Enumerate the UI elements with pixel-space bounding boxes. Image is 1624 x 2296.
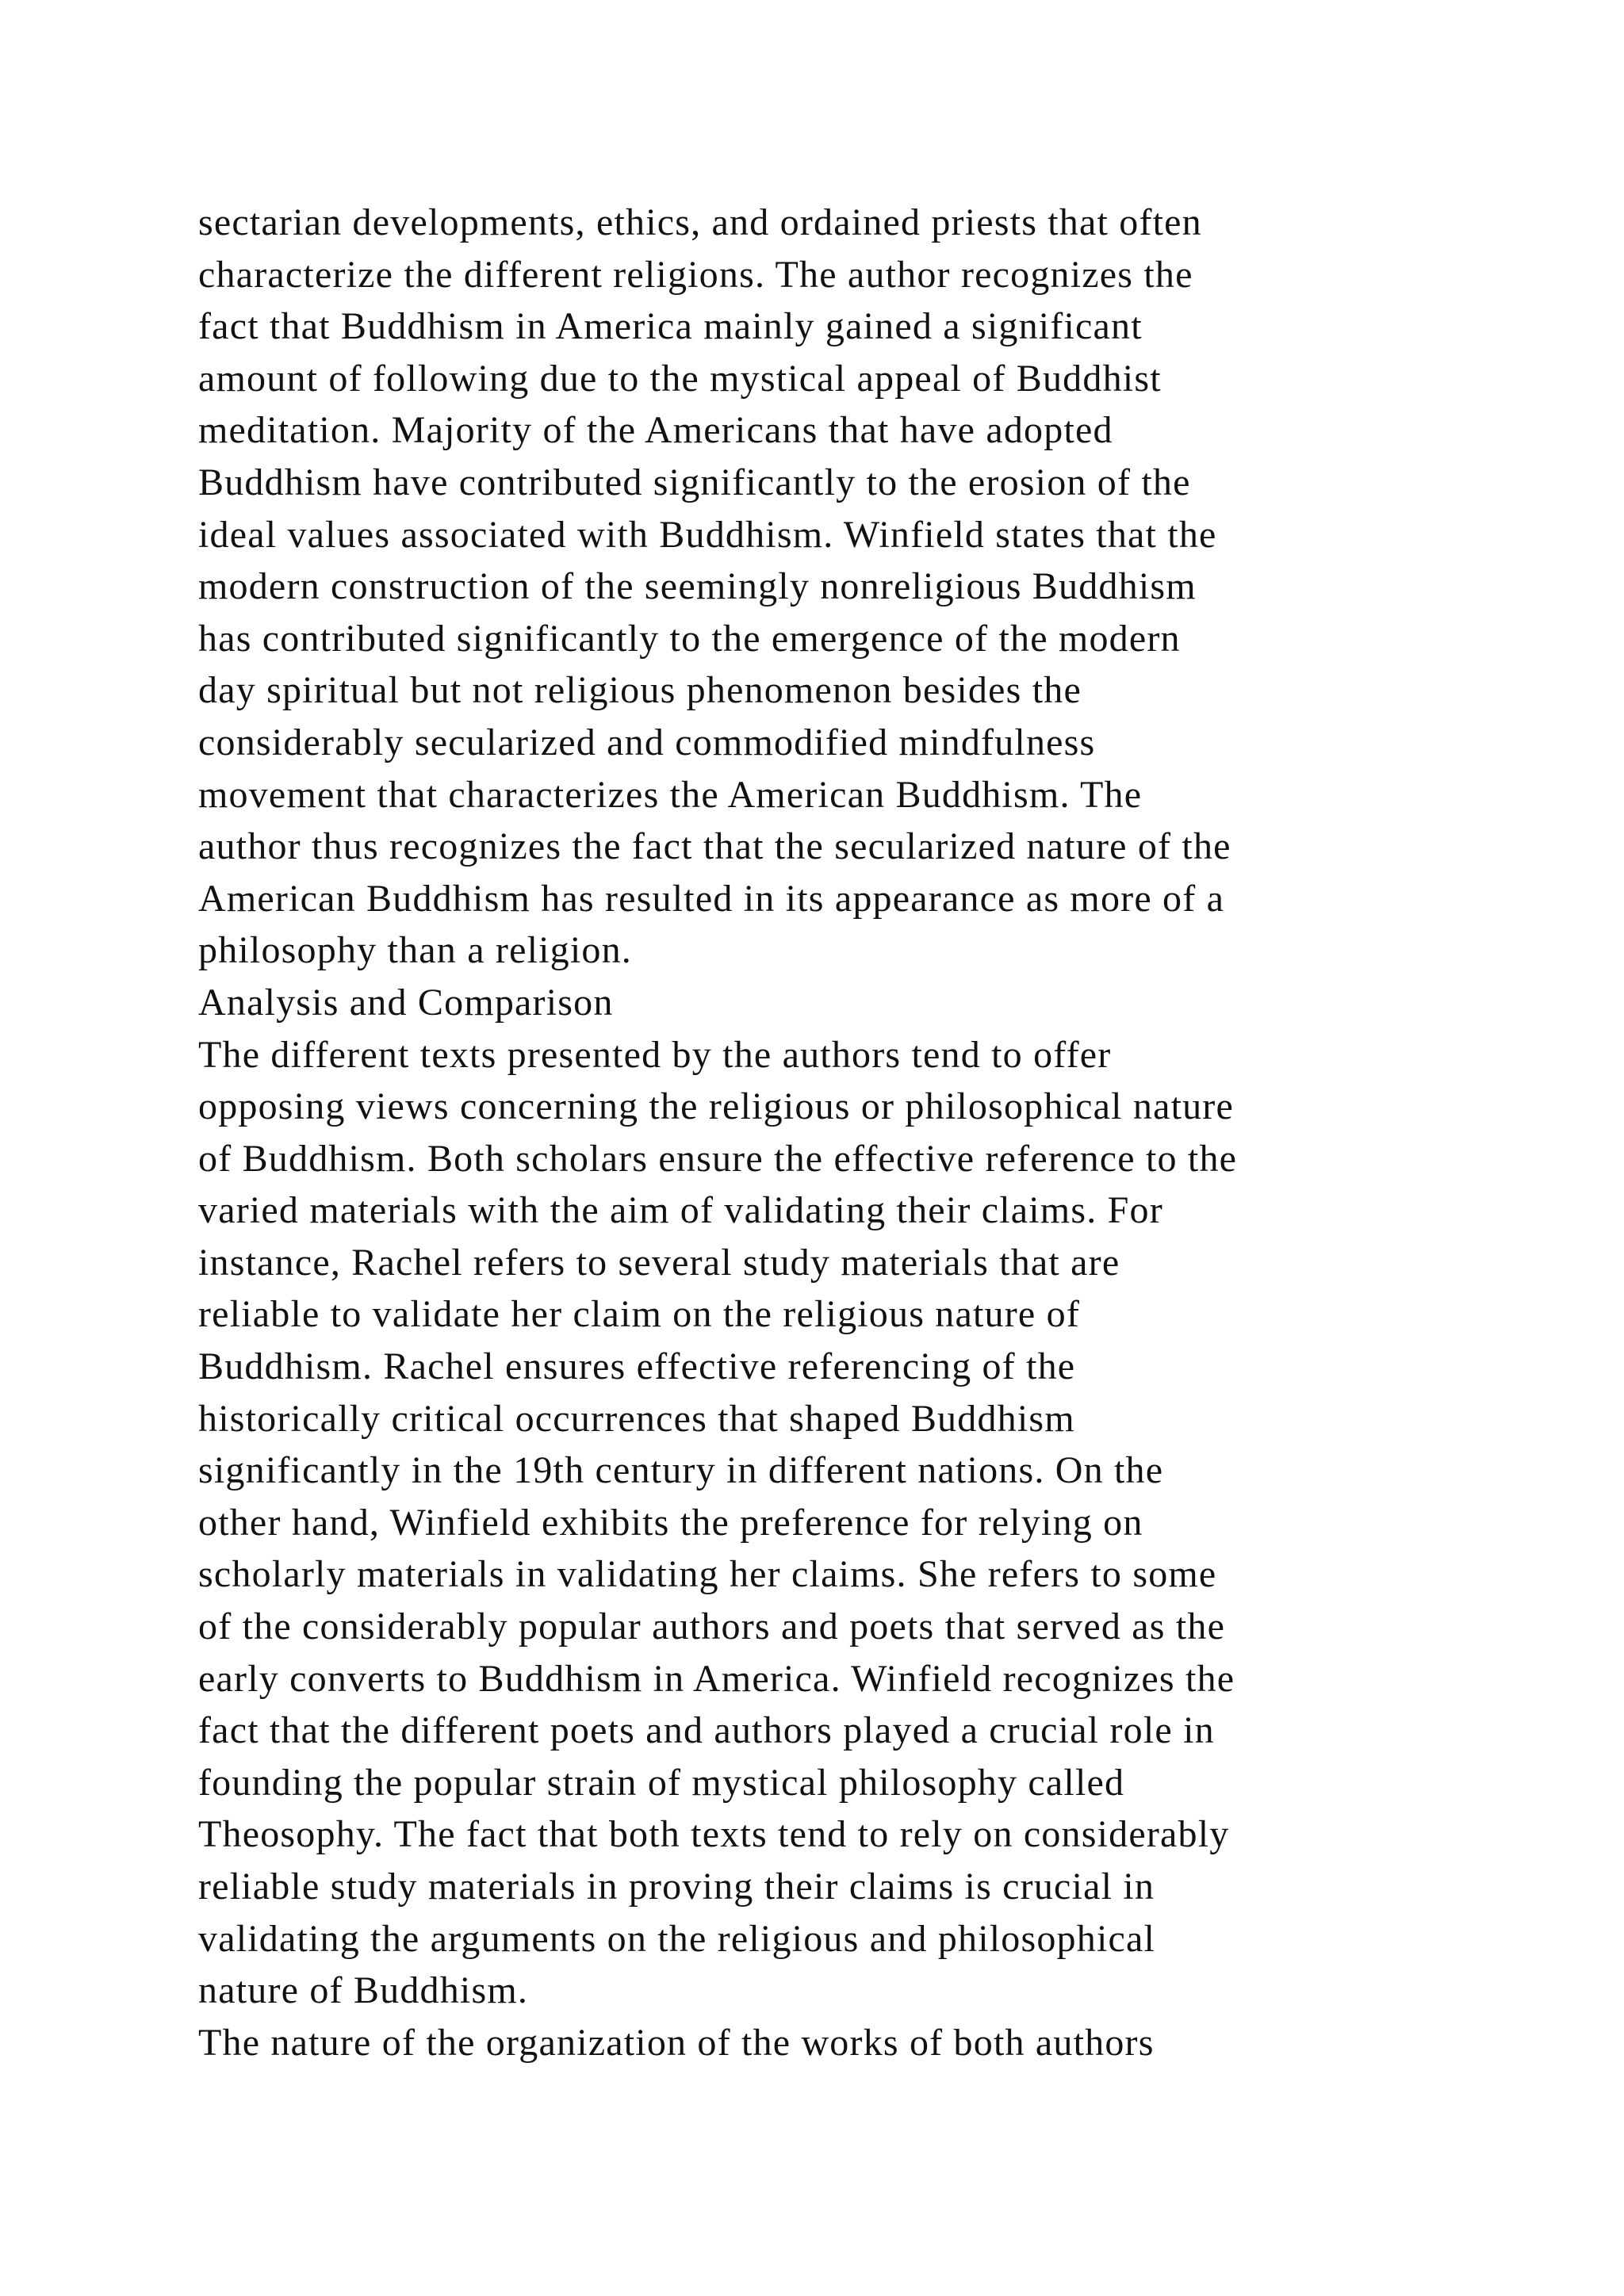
text-line: amount of following due to the mystical appeal of Buddhist <box>198 357 1162 400</box>
text-line: fact that the different poets and authors played a crucial role in <box>198 1709 1215 1752</box>
text-line: instance, Rachel refers to several study materials that are <box>198 1241 1120 1284</box>
text-line: American Buddhism has resulted in its appearance as more of a <box>198 877 1225 920</box>
text-line: meditation. Majority of the Americans that have adopted <box>198 409 1113 452</box>
text-line: founding the popular strain of mystical philosophy called <box>198 1761 1125 1804</box>
text-line: characterize the different religions. The author recognizes the <box>198 253 1193 296</box>
text-line: day spiritual but not religious phenomenon besides the <box>198 669 1082 712</box>
text-line: Buddhism have contributed significantly to the erosion of the <box>198 461 1191 503</box>
text-line: varied materials with the aim of validating their claims. For <box>198 1189 1163 1232</box>
text-line: validating the arguments on the religious and philosophical <box>198 1917 1156 1960</box>
text-line: early converts to Buddhism in America. Winfield recognizes the <box>198 1657 1235 1700</box>
text-line: scholarly materials in validating her claims. She refers to some <box>198 1553 1217 1596</box>
text-line: The nature of the organization of the works of both authors <box>198 2021 1155 2064</box>
text-line: opposing views concerning the religious or philosophical nature <box>198 1085 1234 1128</box>
text-line: reliable study materials in proving their claims is crucial in <box>198 1866 1155 1908</box>
section-heading: Analysis and Comparison <box>198 981 614 1024</box>
text-line: fact that Buddhism in America mainly gained a significant <box>198 305 1143 348</box>
text-line: of Buddhism. Both scholars ensure the effective reference to the <box>198 1137 1238 1180</box>
text-line: modern construction of the seemingly nonreligious Buddhism <box>198 565 1197 608</box>
text-line: reliable to validate her claim on the religious nature of <box>198 1293 1081 1336</box>
text-line: The different texts presented by the authors tend to offer <box>198 1033 1112 1076</box>
text-line: considerably secularized and commodified mindfulness <box>198 721 1096 763</box>
text-line: historically critical occurrences that shaped Buddhism <box>198 1397 1075 1440</box>
text-line: sectarian developments, ethics, and ordained priests that often <box>198 201 1202 243</box>
text-line: other hand, Winfield exhibits the preference for relying on <box>198 1501 1143 1544</box>
text-line: significantly in the 19th century in different nations. On the <box>198 1449 1164 1492</box>
text-line: philosophy than a religion. <box>198 929 632 972</box>
body-text <box>198 197 1499 2068</box>
text-line: movement that characterizes the American Buddhism. The <box>198 773 1143 816</box>
text-line: of the considerably popular authors and poets that served as the <box>198 1605 1226 1648</box>
text-line: author thus recognizes the fact that the secularized nature of the <box>198 825 1231 868</box>
text-line: nature of Buddhism. <box>198 1969 529 2012</box>
text-line: Buddhism. Rachel ensures effective referencing of the <box>198 1345 1076 1388</box>
text-line: has contributed significantly to the emergence of the modern <box>198 617 1181 660</box>
text-line: Theosophy. The fact that both texts tend to rely on considerably <box>198 1813 1230 1856</box>
text-line: ideal values associated with Buddhism. Winfield states that the <box>198 513 1217 556</box>
